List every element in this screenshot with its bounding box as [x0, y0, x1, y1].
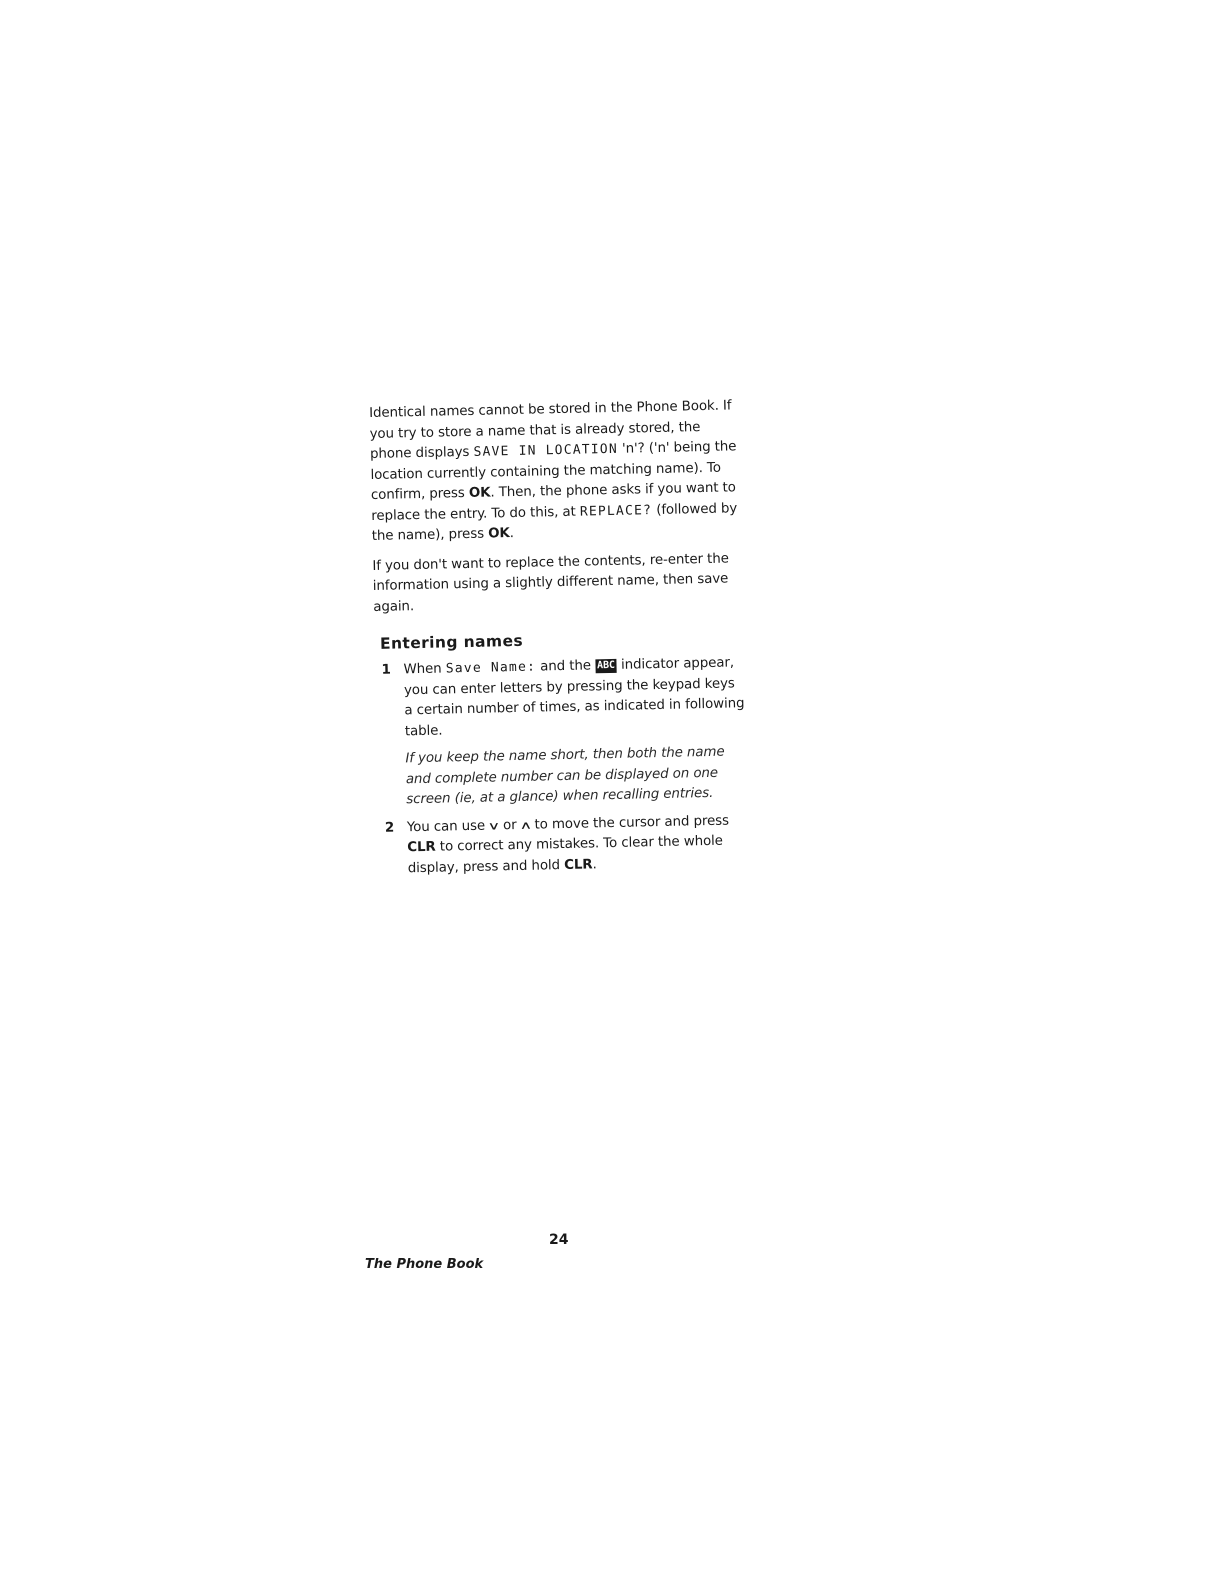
step-text [407, 811, 751, 880]
key-clr: CLR [563, 856, 593, 873]
section-heading: Entering names [379, 631, 524, 653]
lcd-text-replace: REPLACE? [579, 502, 653, 520]
key-ok: OK [468, 485, 491, 501]
lcd-text-save-in-location: SAVE IN LOCATION [473, 441, 619, 460]
page-number: 24 [549, 1232, 569, 1248]
key-clr: CLR [407, 839, 436, 856]
paragraph-duplicate-names [369, 396, 744, 547]
step-note: If you keep the name short, then both the name and complete number can be displayed on one screen (ie, at a glance) when recalling entries. [405, 744, 725, 808]
text: You can use [406, 818, 486, 835]
section-footer: The Phone Book [365, 1257, 484, 1272]
chevron-down-icon: ∨ [487, 818, 501, 833]
text: and the [540, 658, 592, 675]
lcd-text-save-name: Save Name: [445, 659, 537, 677]
abc-indicator-icon: ABC [595, 659, 617, 673]
text: . Then, the phone asks if you want to replace the entry. To do this, at [371, 480, 736, 524]
step-2 [378, 811, 751, 880]
key-ok: OK [488, 526, 510, 542]
text: When [403, 661, 442, 678]
paragraph-reenter: If you don't want to replace the contents, re-enter the information using a slightly different name, then save again. [372, 551, 729, 615]
text: indicator appear, you can enter letters by pressing the keypad keys a certain number of times, as indicated in following table. [403, 655, 745, 739]
chevron-up-icon: ∧ [519, 818, 533, 832]
step-number: 1 [381, 662, 392, 678]
text: . [509, 525, 515, 542]
step-1 [374, 653, 749, 811]
text: (followed by the name), press [371, 500, 738, 544]
step-text [403, 653, 748, 742]
text: or [502, 817, 517, 833]
text: 'n'? ('n' being the location currently containing the matching name). To confirm, press [370, 439, 737, 503]
step-number: 2 [384, 820, 395, 836]
page-content [369, 396, 751, 887]
text: Identical names cannot be stored in the Phone Book. If you try to store a name that is already stored, the phone displays [369, 398, 732, 462]
text: . [592, 856, 597, 872]
text: to move the cursor and press [534, 813, 730, 833]
text: to correct any mistakes. To clear the whole display, press and hold [407, 833, 724, 876]
